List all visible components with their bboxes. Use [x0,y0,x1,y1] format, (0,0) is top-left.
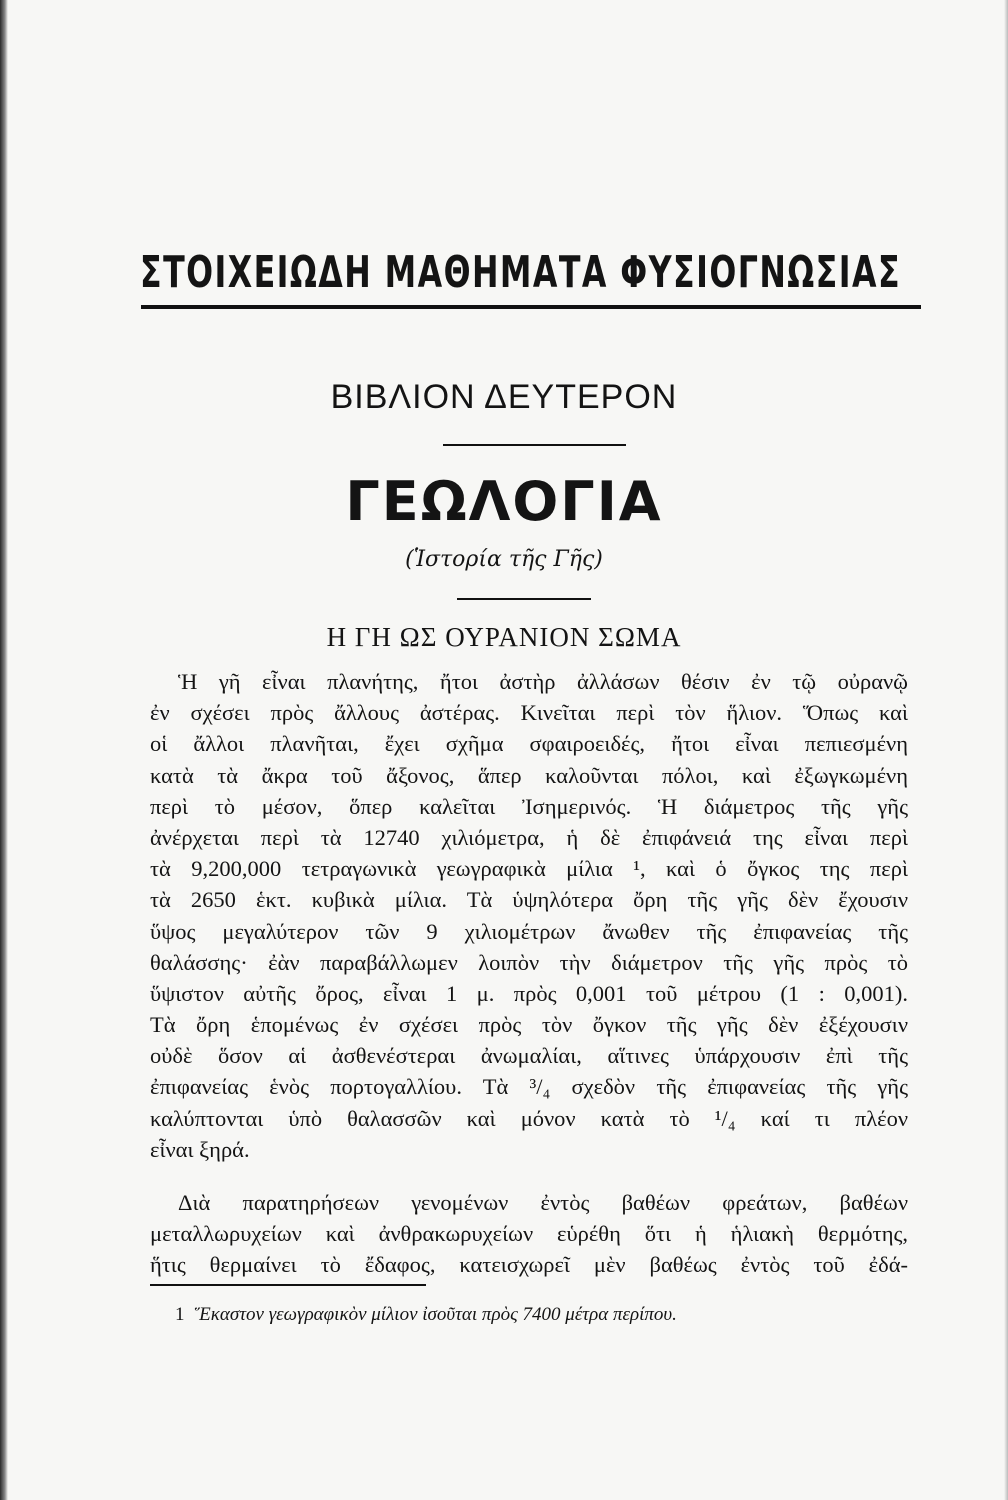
text-line: ὕψος μεγαλύτερον τῶν 9 χιλιομέτρων ἄνωθεν τῆς ἐπιφανείας τῆς [150,918,908,944]
footnote [175,1304,915,1326]
divider-rule [457,598,591,600]
text-line: ἀνέρχεται περὶ τὰ 12740 χιλιόμετρα, ἡ δὲ ἐπιφάνειά της εἶναι περὶ [150,824,908,850]
text-line: περὶ τὸ μέσον, ὅπερ καλεῖται Ἰσημερινός. Ἡ διάμετρος τῆς γῆς [150,793,908,819]
text-line: ἥτις θερμαίνει τὸ ἔδαφος, κατεισχωρεῖ μὲν βαθέως ἐντὸς τοῦ ἐδά- [150,1252,908,1278]
section-heading: Η ΓΗ ΩΣ ΟΥΡΑΝΙΟΝ ΣΩΜΑ [326,622,682,652]
series-title-underline [141,305,921,309]
text-line: ὕψιστον αὐτῆς ὄρος, εἶναι 1 μ. πρὸς 0,001 τοῦ μέτρου (1 : 0,001). [150,980,908,1006]
divider-rule [443,444,626,446]
page-binding-edge [0,0,8,1500]
text-line: εἶναι ξηρά. [150,1136,250,1162]
text-line: τὰ 2650 ἑκτ. κυβικὰ μίλια. Τὰ ὑψηλότερα ὄρη τῆς γῆς δὲν ἔχουσιν [150,887,908,913]
text-line: Τὰ ὄρη ἑπομένως ἐν σχέσει πρὸς τὸν ὄγκον τῆς γῆς δὲν ἐξέχουσιν [150,1012,908,1038]
volume-heading: ΒΙΒΛΙΟΝ ΔΕΥΤΕΡΟΝ [330,378,678,416]
text-line: ἐν σχέσει πρὸς ἄλλους ἀστέρας. Κινεῖται περὶ τὸν ἥλιον. Ὅπως καὶ [150,700,908,726]
text-line: κατὰ τὰ ἄκρα τοῦ ἄξονος, ἅπερ καλοῦνται πόλοι, καὶ ἐξωγκωμένη [150,762,908,788]
text-line: καλύπτονται ὑπὸ θαλασσῶν καὶ μόνον κατὰ τὸ ¹/₄ καί τι πλέον [150,1105,908,1131]
text-line: οἱ ἄλλοι πλανῆται, ἔχει σχῆμα σφαιροειδές, ἤτοι εἶναι πεπιεσμένη [150,731,908,757]
text-line: Ἡ γῆ εἶναι πλανήτης, ἤτοι ἀστὴρ ἀλλάσων θέσιν ἐν τῷ οὐρανῷ [178,669,908,694]
text-line: ἐπιφανείας ἑνὸς πορτογαλλίου. Τὰ ³/₄ σχεδὸν τῆς ἐπιφανείας τῆς γῆς [150,1074,908,1100]
footnote-separator [150,1284,426,1286]
page-right-edge [1004,0,1008,1500]
body-text [150,666,908,1281]
text-line: Διὰ παρατηρήσεων γενομένων ἐντὸς βαθέων φρεάτων, βαθέων [178,1190,908,1215]
series-title: ΣΤΟΙΧΕΙΩΔΗ ΜΑΘΗΜΑΤΑ ΦΥΣΙΟΓΝΩΣΙΑΣ [140,247,902,298]
text-line: οὐδὲ ὅσον αἱ ἀσθενέστεραι ἀνωμαλίαι, αἵτινες ὑπάρχουσιν ἐπὶ τῆς [150,1043,908,1069]
text-line: τὰ 9,200,000 τετραγωνικὰ γεωγραφικὰ μίλια ¹, καὶ ὁ ὄγκος της περὶ [150,856,908,882]
book-title: ΓΕΩΛΟΓΙΑ [345,470,663,533]
footnote-mark: 1 [175,1304,185,1325]
text-line: θαλάσσης· ἐὰν παραβάλλωμεν λοιπὸν τὴν διάμετρον τῆς γῆς πρὸς τὸ [150,949,908,975]
footnote-text: Ἕκαστον γεωγραφικὸν μίλιον ἰσοῦται πρὸς 7400 μέτρα περίπου. [194,1304,677,1325]
book-subtitle: (Ἱστορία τῆς Γῆς) [405,547,603,572]
text-line: μεταλλωρυχείων καὶ ἀνθρακωρυχείων εὑρέθη ὅτι ἡ ἡλιακὴ θερμότης, [150,1221,908,1247]
